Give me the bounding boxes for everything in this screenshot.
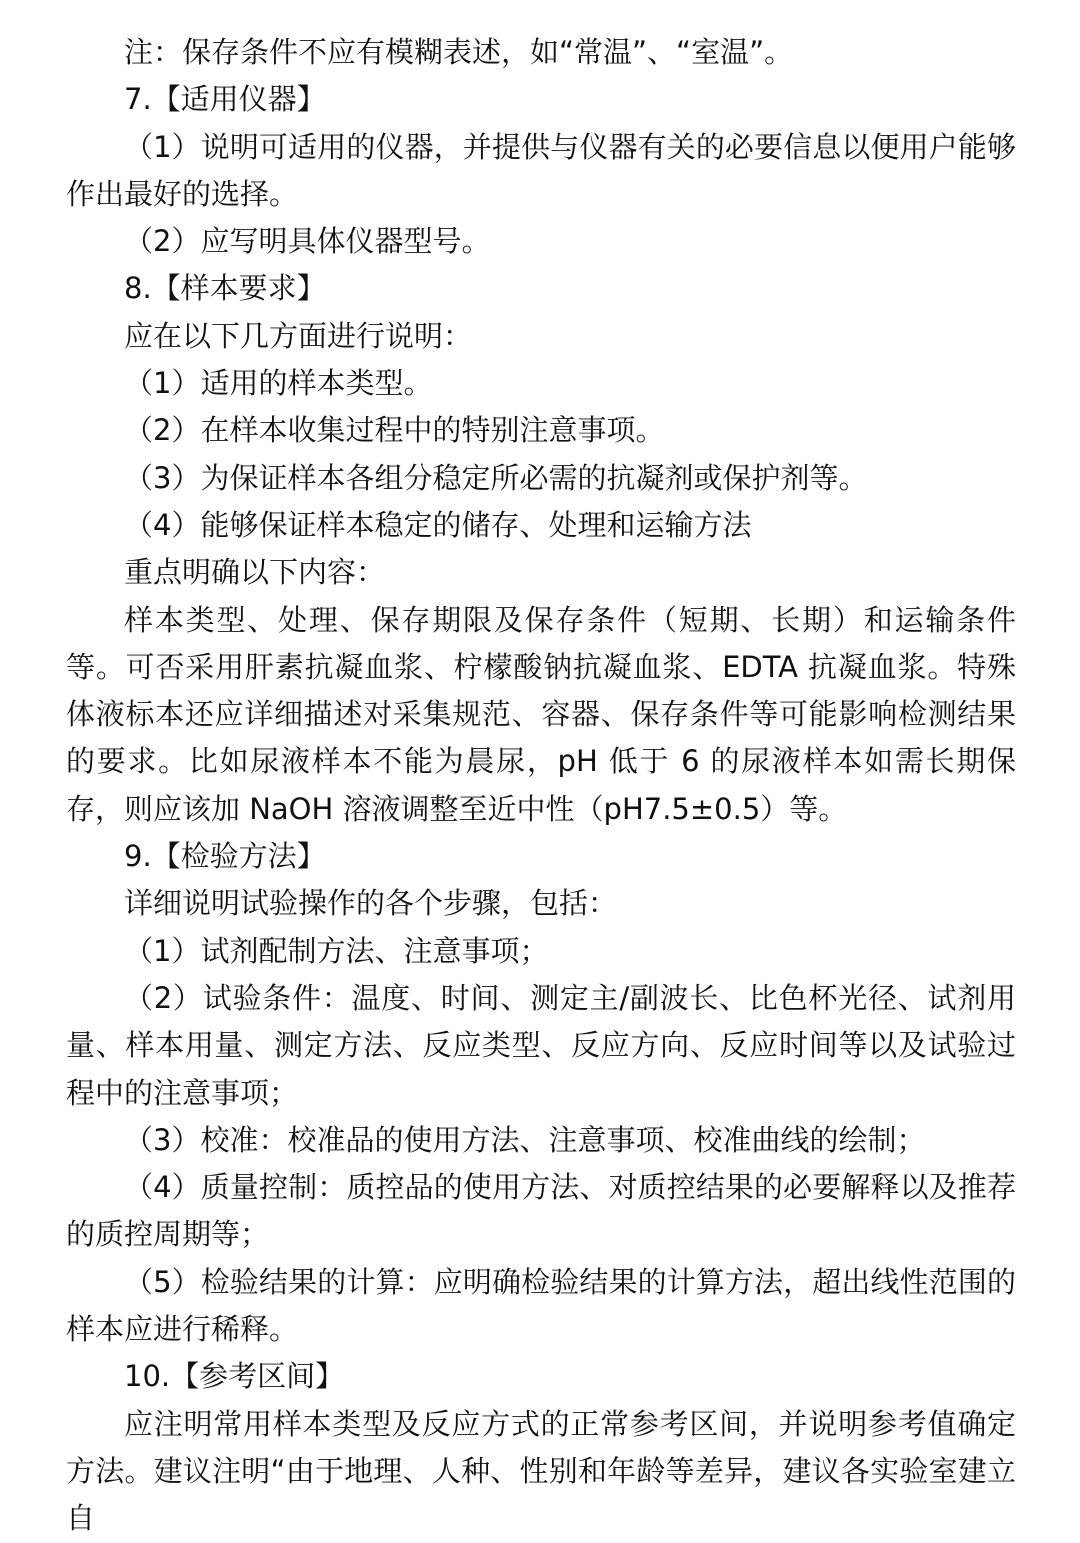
note-storage-conditions: 注：保存条件不应有模糊表述，如“常温”、“室温”。: [124, 35, 794, 69]
list-item: （3）为保证样本各组分稳定所必需的抗凝剂或保护剂等。: [124, 460, 868, 495]
list-item: （1）说明可适用的仪器，并提供与仪器有关的必要信息以便用户能够作出最好的选择。: [66, 129, 1016, 211]
paragraph: 样本类型、处理、保存期限及保存条件（短期、长期）和运输条件等。可否采用肝素抗凝血浆、柠檬酸钠抗凝血浆、EDTA 抗凝血浆。特殊体液标本还应详细描述对采集规范、容器、保存条件等可能影响检测结果的要求。比如尿液样本不能为晨尿，pH 低于 6 的尿液样本如需长期保存，则应该加 NaOH 溶液调整至近中性（pH7.5±0.5）等。: [66, 602, 1016, 826]
list-item: （1）适用的样本类型。: [124, 366, 433, 401]
section-heading-applicable-instruments: 7.【适用仪器】: [124, 82, 326, 117]
list-item: （4）能够保证样本稳定的储存、处理和运输方法: [124, 507, 752, 542]
list-item: （2）应写明具体仪器型号。: [124, 224, 491, 259]
section-heading-test-method: 9.【检验方法】: [124, 839, 326, 874]
section-heading-sample-requirements: 8.【样本要求】: [124, 271, 326, 306]
document-page: [66, 29, 1016, 1543]
paragraph: 详细说明试验操作的各个步骤，包括：: [124, 886, 618, 921]
paragraph: 应在以下几方面进行说明：: [124, 318, 473, 353]
section-heading-reference-interval: 10.【参考区间】: [124, 1359, 345, 1394]
paragraph: 应注明常用样本类型及反应方式的正常参考区间，并说明参考值确定方法。建议注明“由于地理、人种、性别和年龄等差异，建议各实验室建立自: [66, 1406, 1016, 1536]
list-item: （2）试验条件：温度、时间、测定主/副波长、比色杯光径、试剂用量、样本用量、测定方法、反应类型、反应方向、反应时间等以及试验过程中的注意事项；: [66, 980, 1016, 1110]
list-item: （1）试剂配制方法、注意事项；: [124, 933, 549, 968]
list-item: （2）在样本收集过程中的特别注意事项。: [124, 413, 665, 448]
list-item: （3）校准：校准品的使用方法、注意事项、校准曲线的绘制；: [124, 1122, 926, 1157]
paragraph: 重点明确以下内容：: [124, 555, 386, 590]
list-item: （4）质量控制：质控品的使用方法、对质控结果的必要解释以及推荐的质控周期等；: [66, 1170, 1016, 1252]
list-item: （5）检验结果的计算：应明确检验结果的计算方法，超出线性范围的样本应进行稀释。: [66, 1264, 1016, 1347]
